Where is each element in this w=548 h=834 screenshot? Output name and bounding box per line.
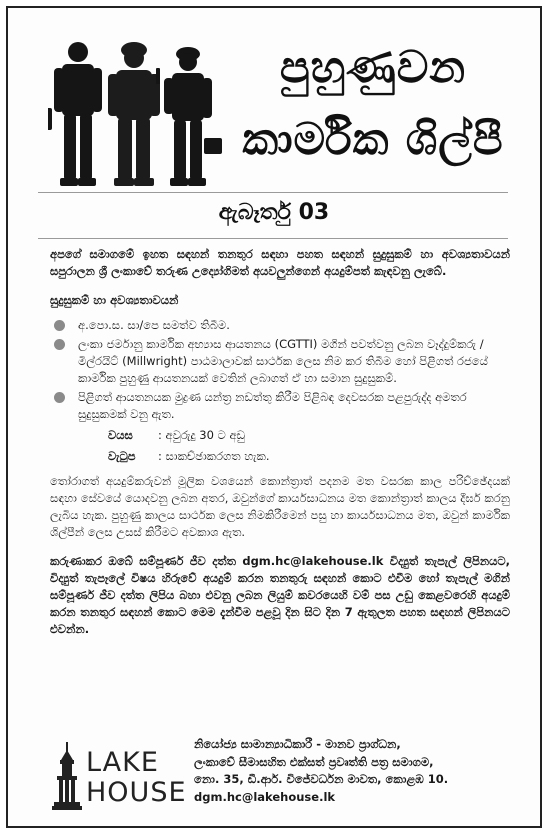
vacancy-count: ඇබෑර්තු 03 [218, 200, 330, 225]
logo-line-1: LAKE [86, 747, 159, 778]
footer [8, 736, 540, 828]
requirement-text: පිළිගත් ආයතනයක මුද්‍රණ යන්ත්‍ර නඩත්තු කිරීම පිළිබඳ දෙවසරක පළපුරුද්ද අමතර සුදුසුකමක් වනු ඇත. [78, 390, 467, 421]
salary-label: වැටුප [108, 449, 136, 463]
lake-house-tower-icon [52, 742, 82, 812]
advertisement-frame [6, 6, 542, 828]
logo-line-2: HOUSE [86, 777, 187, 808]
advert-body [50, 246, 510, 638]
salary-row [108, 448, 510, 465]
requirements-list [50, 317, 510, 423]
header [8, 8, 540, 193]
address-line-2: ලංකාවේ සීමාසහිත එක්සත් ප්‍රවෘත්ති පත්‍ර සමාගම, [194, 754, 434, 769]
worker-silhouettes-icon [48, 38, 223, 188]
divider-bottom [38, 238, 508, 239]
requirements-heading: සුදුසුකම් හා අවශ්‍යතාවයන් [50, 293, 179, 307]
requirement-item [50, 336, 510, 387]
requirement-item [50, 389, 510, 423]
requirement-text: අ.පො.ස. සා/පෙ සමත්ව තිබීම. [78, 318, 230, 332]
salary-value: : සාකච්ඡාකරගත හැක. [158, 449, 270, 463]
bullet-icon [54, 392, 65, 403]
address-line-1: නියෝජ්‍ය සාමාන්‍යාධිකාරී - මානව ප්‍රාග්ධන, [194, 737, 401, 751]
age-row [108, 427, 510, 444]
contact-email: dgm.hc@lakehouse.lk [194, 789, 336, 804]
job-title-line-1: පුහුණුවන [279, 42, 467, 93]
age-label: වයස [108, 428, 133, 442]
divider-top [38, 192, 508, 193]
lake-house-logo [86, 748, 187, 808]
bullet-icon [54, 320, 65, 331]
job-title-line-2: කාර්මික ශිල්පී [242, 114, 504, 165]
address-line-3: නො. 35, ඩී.ආර්. විජේවර්ධන මාවත, කොළඹ 10. [194, 772, 449, 786]
postal-address [194, 736, 524, 806]
apply-paragraph: කරුණාකර ඔබේ සම්පූර්ණ ජීව දත්ත dgm.hc@lakehouse.lk විද්‍යුත් තැපැල් ලිපිනයට, විද්‍යුත් තැපෑලේ විෂය හිරුවේ අයදුම් කරන තනතුරු සඳහන් කොට එවීම හෝ තැපැල් මගින් සම්පූර්ණ ජීව දත්ත ලිපිය බහා එවනු ලබන ලියුම් කවරයෙහි වම් පස උඩු කෙළවරෙහි අයදුම් කරන තනතුර සඳහන් කොට මෙම දැන්වීම පළවූ දින සිට දින 7 ඇතුලත පහත සඳහන් ලිපිනයට එවන්න. [50, 554, 510, 636]
requirement-text: ලංකා ජර්මානු කාර්මික අභ්‍යාස ආයතනය (CGTTI) මගින් පවත්වනු ලබන වෑද්දුම්කරු / මිල්රයිට් (Millwright) පාඨමාලාවක් සාර්ථක ලෙස නිම කර තිබීම හෝ පිළිගත් රජයේ කාර්මික පුහුණු ආයතනයක් වෙතින් ලබාගත් ඒ හා සමාන සුදුසුකම්. [78, 337, 488, 385]
intro-paragraph: අපගේ සමාගමේ ඉහත සඳහන් තනතුර සඳහා පහත සඳහන් සුදුසුකම් හා අවශ්‍යතාවයන් සපුරාලන ශ්‍රී ලංකාවේ තරුණ උද්‍යෝගිමත් අයවලුන්ගෙන් අයදුම්පත් කැඳවනු ලැබේ. [50, 247, 510, 278]
requirement-item [50, 317, 510, 334]
bullet-icon [54, 339, 65, 350]
age-value: : අවුරුදු 30 ට අඩු [158, 428, 246, 442]
contract-paragraph: තෝරාගත් අයදුම්කරුවන් මූලික වශයෙන් කොන්ත්‍රාත් පදනම මත වසරක කාල පරිච්ඡේදයක් සඳහා සේවයේ යොදවනු ලබන අතර, ඔවුන්ගේ කාර්යසාධනය මත කොන්ත්‍රාත් කාලය දීර්ඝ කරනු ලැබිය හැක. පුහුණු කාලය සාර්ථක ලෙස නිමකිරීමෙන් පසු හා කාර්යසාධනය මත, ඔවුන් කාර්මික ශිල්පීන් ලෙස උසස් කිරීමට අවකාශ ඇත. [50, 474, 510, 539]
